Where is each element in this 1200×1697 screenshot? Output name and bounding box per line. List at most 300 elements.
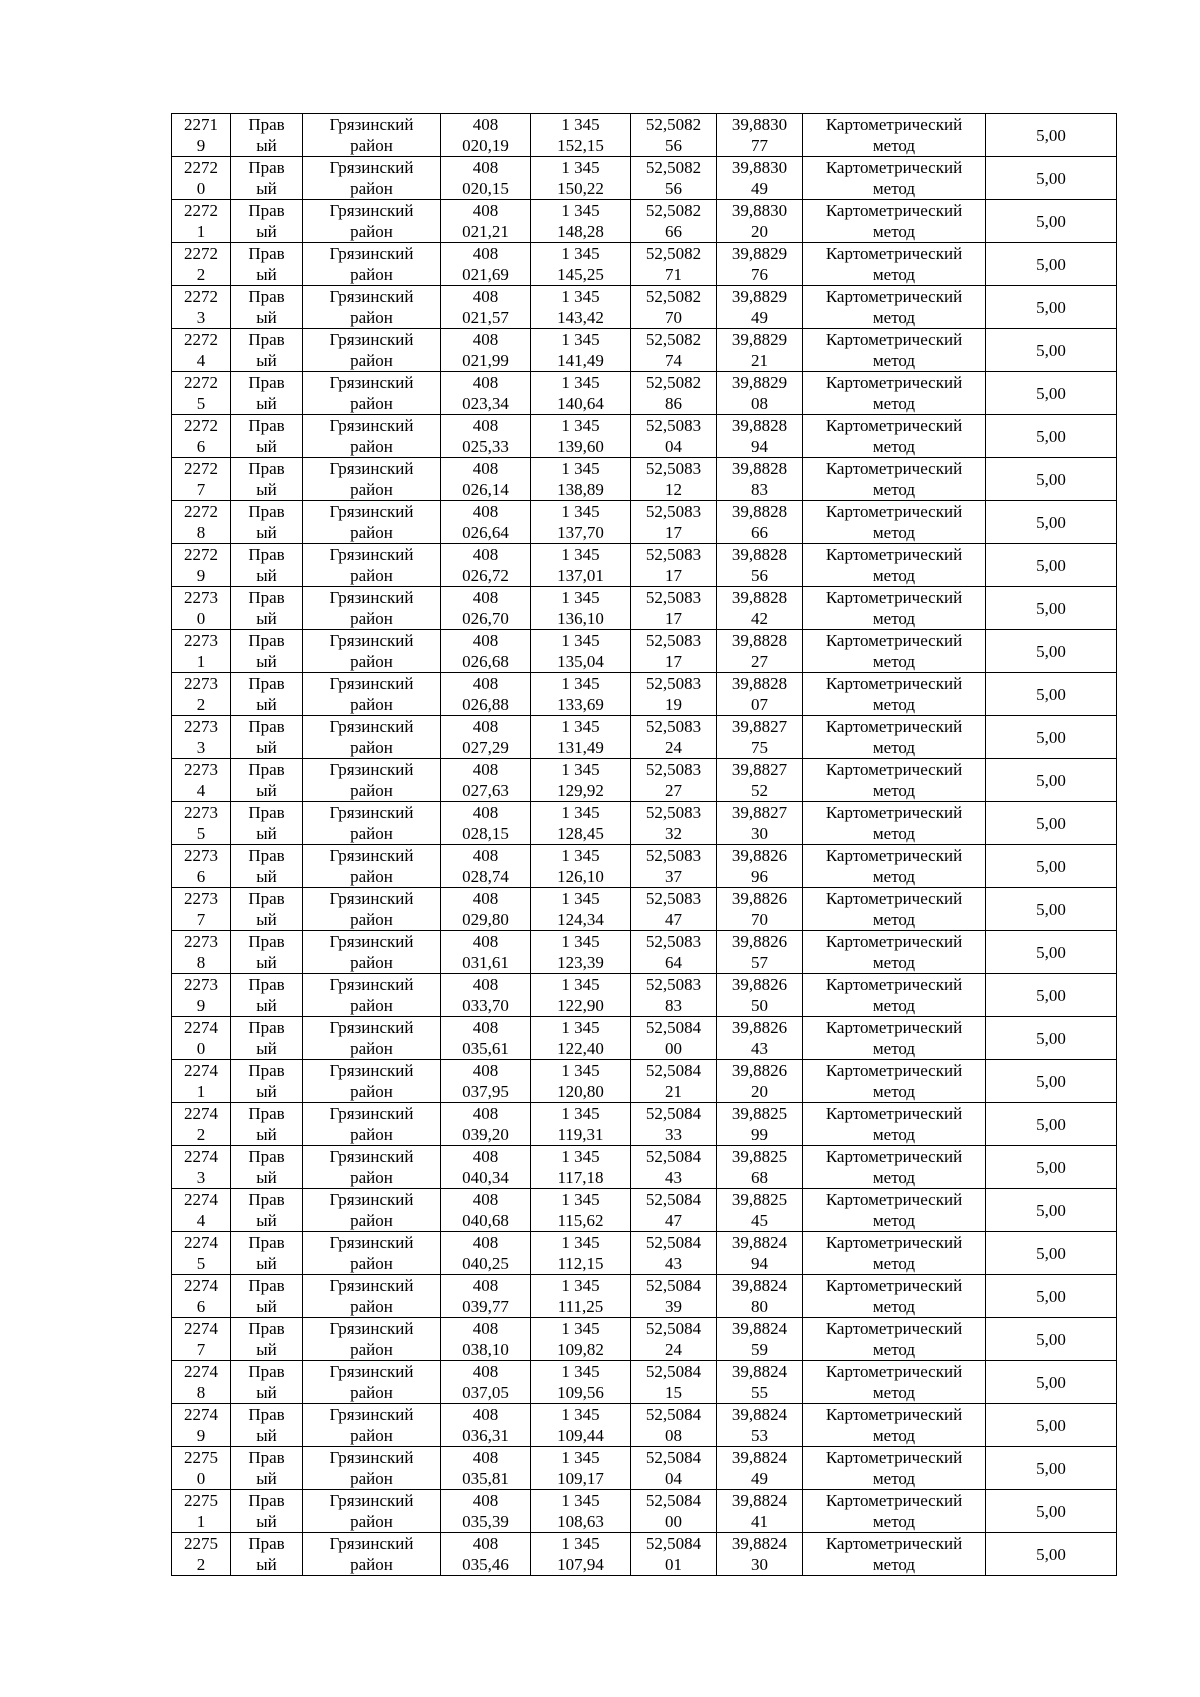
district-text: Грязинский <box>329 373 414 392</box>
latitude-text: 52,5082 <box>645 330 702 349</box>
point-number-cell <box>172 544 231 587</box>
point-number-text: 2273 <box>184 588 218 607</box>
accuracy-cell: 5,00 <box>986 1490 1117 1533</box>
coord-x-text: 408 <box>472 201 499 220</box>
accuracy-cell: 5,00 <box>986 1017 1117 1060</box>
method-text: метод <box>872 136 916 155</box>
point-number-text: 4 <box>196 781 206 800</box>
method-text: метод <box>872 1555 916 1574</box>
point-number-cell <box>172 974 231 1017</box>
point-number-text: 1 <box>196 1512 206 1531</box>
coord-y-cell <box>531 845 631 888</box>
point-number-text: 0 <box>196 179 206 198</box>
coord-x-text: 408 <box>472 889 499 908</box>
bank-side-text: Прав <box>248 330 285 349</box>
latitude-text: 52,5084 <box>645 1147 702 1166</box>
district-cell <box>303 1103 441 1146</box>
bank-side-cell <box>231 329 303 372</box>
district-text: район <box>350 1469 393 1488</box>
longitude-text: 39,8826 <box>731 1018 788 1037</box>
latitude-text: 52,5083 <box>645 889 702 908</box>
coord-x-text: 025,33 <box>462 437 509 456</box>
method-text: Картометрический <box>825 158 963 177</box>
coord-x-text: 029,80 <box>462 910 509 929</box>
point-number-text: 2274 <box>184 1190 218 1209</box>
bank-side-cell <box>231 587 303 630</box>
longitude-text: 39,8828 <box>731 674 788 693</box>
table-row <box>172 845 1117 888</box>
point-number-text: 9 <box>196 996 206 1015</box>
bank-side-text: ый <box>256 1340 277 1359</box>
point-number-cell <box>172 329 231 372</box>
accuracy-cell: 5,00 <box>986 114 1117 157</box>
bank-side-text: ый <box>256 824 277 843</box>
bank-side-cell <box>231 157 303 200</box>
table-row <box>172 1189 1117 1232</box>
bank-side-text: Прав <box>248 631 285 650</box>
longitude-text: 49 <box>751 1469 768 1488</box>
longitude-text: 39,8826 <box>731 975 788 994</box>
district-text: Грязинский <box>329 115 414 134</box>
latitude-cell <box>631 458 717 501</box>
table-row <box>172 1318 1117 1361</box>
bank-side-text: ый <box>256 1512 277 1531</box>
point-number-cell <box>172 1447 231 1490</box>
coord-x-cell <box>441 157 531 200</box>
point-number-cell <box>172 587 231 630</box>
coord-y-text: 1 345 <box>561 1061 600 1080</box>
method-text: Картометрический <box>825 459 963 478</box>
table-row <box>172 759 1117 802</box>
bank-side-text: Прав <box>248 674 285 693</box>
latitude-text: 32 <box>665 824 682 843</box>
table-row <box>172 372 1117 415</box>
point-number-text: 1 <box>196 222 206 241</box>
coord-x-text: 026,72 <box>462 566 509 585</box>
latitude-cell <box>631 845 717 888</box>
method-text: Картометрический <box>825 588 963 607</box>
coord-y-cell <box>531 759 631 802</box>
point-number-text: 8 <box>196 953 206 972</box>
longitude-cell <box>717 243 803 286</box>
coord-x-text: 037,95 <box>462 1082 509 1101</box>
point-number-text: 8 <box>196 523 206 542</box>
district-text: Грязинский <box>329 1018 414 1037</box>
district-text: район <box>350 1082 393 1101</box>
coord-y-text: 1 345 <box>561 588 600 607</box>
method-text: метод <box>872 1469 916 1488</box>
coord-y-text: 1 345 <box>561 932 600 951</box>
latitude-text: 52,5083 <box>645 631 702 650</box>
latitude-text: 52,5083 <box>645 588 702 607</box>
coord-y-text: 1 345 <box>561 846 600 865</box>
coord-x-text: 037,05 <box>462 1383 509 1402</box>
district-text: район <box>350 609 393 628</box>
method-text: Картометрический <box>825 1104 963 1123</box>
bank-side-cell <box>231 1103 303 1146</box>
method-text: Картометрический <box>825 631 963 650</box>
latitude-text: 52,5083 <box>645 975 702 994</box>
latitude-text: 52,5082 <box>645 373 702 392</box>
bank-side-text: ый <box>256 1082 277 1101</box>
method-cell <box>803 1533 986 1576</box>
coord-y-text: 1 345 <box>561 416 600 435</box>
point-number-text: 2272 <box>184 287 218 306</box>
district-cell <box>303 1189 441 1232</box>
coord-y-text: 1 345 <box>561 201 600 220</box>
coord-x-cell <box>441 673 531 716</box>
method-cell <box>803 372 986 415</box>
accuracy-cell: 5,00 <box>986 157 1117 200</box>
point-number-cell <box>172 1275 231 1318</box>
longitude-cell <box>717 458 803 501</box>
coord-y-cell <box>531 1146 631 1189</box>
point-number-cell <box>172 415 231 458</box>
point-number-text: 2275 <box>184 1448 218 1467</box>
district-text: Грязинский <box>329 1276 414 1295</box>
longitude-text: 39,8828 <box>731 502 788 521</box>
method-cell <box>803 1361 986 1404</box>
district-cell <box>303 114 441 157</box>
district-cell <box>303 286 441 329</box>
bank-side-text: Прав <box>248 373 285 392</box>
coord-x-text: 027,29 <box>462 738 509 757</box>
bank-side-text: Прав <box>248 1534 285 1553</box>
method-cell <box>803 544 986 587</box>
coord-x-cell <box>441 1017 531 1060</box>
bank-side-cell <box>231 1533 303 1576</box>
table-row <box>172 630 1117 673</box>
method-text: Картометрический <box>825 1534 963 1553</box>
longitude-cell <box>717 802 803 845</box>
coord-y-text: 139,60 <box>557 437 604 456</box>
point-number-text: 6 <box>196 437 206 456</box>
point-number-text: 2272 <box>184 459 218 478</box>
coord-x-text: 408 <box>472 631 499 650</box>
point-number-cell <box>172 931 231 974</box>
bank-side-text: ый <box>256 179 277 198</box>
district-text: Грязинский <box>329 717 414 736</box>
bank-side-text: ый <box>256 1469 277 1488</box>
method-text: Картометрический <box>825 717 963 736</box>
point-number-text: 5 <box>196 824 206 843</box>
method-text: метод <box>872 1254 916 1273</box>
coord-x-text: 408 <box>472 373 499 392</box>
latitude-cell <box>631 888 717 931</box>
coord-y-cell <box>531 802 631 845</box>
method-text: метод <box>872 1426 916 1445</box>
district-cell <box>303 458 441 501</box>
latitude-text: 43 <box>665 1168 682 1187</box>
coord-y-text: 112,15 <box>557 1254 604 1273</box>
coord-x-text: 408 <box>472 502 499 521</box>
latitude-text: 52,5083 <box>645 846 702 865</box>
table-row <box>172 974 1117 1017</box>
point-number-cell <box>172 1533 231 1576</box>
latitude-cell <box>631 1447 717 1490</box>
district-text: Грязинский <box>329 330 414 349</box>
district-text: район <box>350 781 393 800</box>
latitude-text: 24 <box>665 738 682 757</box>
coord-y-text: 1 345 <box>561 287 600 306</box>
latitude-text: 56 <box>665 179 682 198</box>
bank-side-text: Прав <box>248 115 285 134</box>
longitude-text: 39,8827 <box>731 760 788 779</box>
method-cell <box>803 200 986 243</box>
longitude-cell <box>717 544 803 587</box>
coord-x-text: 036,31 <box>462 1426 509 1445</box>
point-number-cell <box>172 200 231 243</box>
longitude-cell <box>717 1103 803 1146</box>
method-text: метод <box>872 437 916 456</box>
point-number-text: 2272 <box>184 158 218 177</box>
bank-side-cell <box>231 458 303 501</box>
district-text: Грязинский <box>329 1233 414 1252</box>
coord-x-text: 408 <box>472 1190 499 1209</box>
coord-x-text: 028,15 <box>462 824 509 843</box>
latitude-text: 52,5083 <box>645 932 702 951</box>
point-number-text: 8 <box>196 1383 206 1402</box>
bank-side-cell <box>231 114 303 157</box>
coord-x-cell <box>441 1146 531 1189</box>
latitude-text: 52,5084 <box>645 1491 702 1510</box>
coord-y-text: 109,82 <box>557 1340 604 1359</box>
coord-x-cell <box>441 501 531 544</box>
district-cell <box>303 200 441 243</box>
bank-side-text: Прав <box>248 717 285 736</box>
longitude-cell <box>717 286 803 329</box>
bank-side-cell <box>231 716 303 759</box>
district-text: район <box>350 953 393 972</box>
coord-y-text: 150,22 <box>557 179 604 198</box>
coord-x-text: 408 <box>472 932 499 951</box>
method-text: метод <box>872 652 916 671</box>
latitude-cell <box>631 1361 717 1404</box>
district-text: район <box>350 652 393 671</box>
district-text: район <box>350 480 393 499</box>
point-number-text: 2273 <box>184 717 218 736</box>
accuracy-cell: 5,00 <box>986 1189 1117 1232</box>
point-number-cell <box>172 1017 231 1060</box>
bank-side-cell <box>231 759 303 802</box>
longitude-cell <box>717 1533 803 1576</box>
table-row <box>172 888 1117 931</box>
bank-side-text: Прав <box>248 1319 285 1338</box>
latitude-text: 71 <box>665 265 682 284</box>
district-text: район <box>350 179 393 198</box>
coord-y-cell <box>531 1017 631 1060</box>
method-cell <box>803 286 986 329</box>
longitude-text: 59 <box>751 1340 768 1359</box>
latitude-text: 52,5083 <box>645 459 702 478</box>
method-text: метод <box>872 910 916 929</box>
coord-y-cell <box>531 1361 631 1404</box>
longitude-cell <box>717 1017 803 1060</box>
accuracy-cell: 5,00 <box>986 243 1117 286</box>
accuracy-cell: 5,00 <box>986 372 1117 415</box>
latitude-cell <box>631 1103 717 1146</box>
longitude-text: 30 <box>751 1555 768 1574</box>
longitude-text: 39,8825 <box>731 1190 788 1209</box>
method-cell <box>803 243 986 286</box>
coord-y-text: 1 345 <box>561 1448 600 1467</box>
latitude-cell <box>631 931 717 974</box>
coord-x-cell <box>441 802 531 845</box>
longitude-text: 43 <box>751 1039 768 1058</box>
accuracy-cell: 5,00 <box>986 1318 1117 1361</box>
bank-side-text: ый <box>256 738 277 757</box>
point-number-text: 2 <box>196 1125 206 1144</box>
bank-side-cell <box>231 1146 303 1189</box>
latitude-text: 52,5082 <box>645 287 702 306</box>
longitude-text: 77 <box>751 136 768 155</box>
coord-x-cell <box>441 1490 531 1533</box>
coord-x-text: 040,25 <box>462 1254 509 1273</box>
longitude-text: 99 <box>751 1125 768 1144</box>
point-number-text: 2271 <box>184 115 218 134</box>
coord-x-text: 031,61 <box>462 953 509 972</box>
latitude-text: 52,5083 <box>645 803 702 822</box>
accuracy-cell: 5,00 <box>986 630 1117 673</box>
point-number-cell <box>172 1189 231 1232</box>
coord-y-cell <box>531 1275 631 1318</box>
method-text: метод <box>872 1383 916 1402</box>
method-cell <box>803 458 986 501</box>
latitude-text: 24 <box>665 1340 682 1359</box>
bank-side-text: ый <box>256 1383 277 1402</box>
bank-side-cell <box>231 1060 303 1103</box>
latitude-text: 17 <box>665 523 682 542</box>
district-text: Грязинский <box>329 803 414 822</box>
district-cell <box>303 716 441 759</box>
longitude-text: 39,8825 <box>731 1104 788 1123</box>
district-text: район <box>350 1211 393 1230</box>
point-number-text: 7 <box>196 1340 206 1359</box>
bank-side-text: Прав <box>248 1061 285 1080</box>
coord-y-text: 136,10 <box>557 609 604 628</box>
table-row <box>172 1146 1117 1189</box>
point-number-text: 2273 <box>184 932 218 951</box>
coord-x-text: 028,74 <box>462 867 509 886</box>
coord-y-text: 128,45 <box>557 824 604 843</box>
coord-x-text: 408 <box>472 846 499 865</box>
longitude-cell <box>717 931 803 974</box>
coord-x-text: 408 <box>472 975 499 994</box>
accuracy-cell: 5,00 <box>986 200 1117 243</box>
method-text: Картометрический <box>825 1018 963 1037</box>
coord-y-text: 1 345 <box>561 1534 600 1553</box>
coord-y-text: 148,28 <box>557 222 604 241</box>
coord-x-cell <box>441 1103 531 1146</box>
coord-x-cell <box>441 329 531 372</box>
longitude-cell <box>717 1189 803 1232</box>
method-cell <box>803 888 986 931</box>
point-number-cell <box>172 1060 231 1103</box>
coord-x-text: 408 <box>472 1448 499 1467</box>
coord-x-cell <box>441 931 531 974</box>
method-text: Картометрический <box>825 502 963 521</box>
point-number-text: 2274 <box>184 1319 218 1338</box>
district-text: Грязинский <box>329 545 414 564</box>
method-text: Картометрический <box>825 416 963 435</box>
coord-y-cell <box>531 1189 631 1232</box>
coord-y-cell <box>531 243 631 286</box>
bank-side-text: ый <box>256 437 277 456</box>
latitude-cell <box>631 200 717 243</box>
coord-y-text: 1 345 <box>561 717 600 736</box>
bank-side-text: ый <box>256 480 277 499</box>
bank-side-text: Прав <box>248 760 285 779</box>
method-text: метод <box>872 953 916 972</box>
point-number-text: 2 <box>196 265 206 284</box>
latitude-cell <box>631 587 717 630</box>
accuracy-cell: 5,00 <box>986 1103 1117 1146</box>
point-number-text: 2274 <box>184 1061 218 1080</box>
bank-side-text: ый <box>256 394 277 413</box>
accuracy-cell: 5,00 <box>986 1232 1117 1275</box>
coord-y-cell <box>531 329 631 372</box>
coord-x-cell <box>441 888 531 931</box>
method-text: Картометрический <box>825 1319 963 1338</box>
coord-y-text: 152,15 <box>557 136 604 155</box>
district-text: район <box>350 695 393 714</box>
coord-y-text: 133,69 <box>557 695 604 714</box>
table-row <box>172 200 1117 243</box>
method-cell <box>803 501 986 544</box>
bank-side-text: ый <box>256 265 277 284</box>
bank-side-text: Прав <box>248 1147 285 1166</box>
latitude-cell <box>631 1060 717 1103</box>
latitude-text: 52,5084 <box>645 1319 702 1338</box>
bank-side-text: Прав <box>248 1362 285 1381</box>
point-number-cell <box>172 1490 231 1533</box>
district-text: район <box>350 910 393 929</box>
district-cell <box>303 802 441 845</box>
method-cell <box>803 673 986 716</box>
table-row <box>172 1404 1117 1447</box>
method-text: Картометрический <box>825 1147 963 1166</box>
coord-x-text: 408 <box>472 244 499 263</box>
latitude-text: 83 <box>665 996 682 1015</box>
method-text: Картометрический <box>825 1233 963 1252</box>
district-cell <box>303 1232 441 1275</box>
method-text: Картометрический <box>825 975 963 994</box>
latitude-text: 52,5083 <box>645 502 702 521</box>
point-number-text: 2273 <box>184 889 218 908</box>
point-number-text: 2272 <box>184 201 218 220</box>
coord-y-text: 1 345 <box>561 1276 600 1295</box>
accuracy-cell: 5,00 <box>986 1404 1117 1447</box>
latitude-cell <box>631 243 717 286</box>
coord-x-cell <box>441 415 531 458</box>
bank-side-cell <box>231 1447 303 1490</box>
method-text: метод <box>872 265 916 284</box>
bank-side-cell <box>231 1318 303 1361</box>
point-number-cell <box>172 501 231 544</box>
bank-side-cell <box>231 845 303 888</box>
longitude-text: 49 <box>751 179 768 198</box>
longitude-cell <box>717 1232 803 1275</box>
bank-side-text: Прав <box>248 1233 285 1252</box>
bank-side-text: ый <box>256 1039 277 1058</box>
coord-x-cell <box>441 544 531 587</box>
latitude-text: 52,5084 <box>645 1276 702 1295</box>
latitude-text: 56 <box>665 136 682 155</box>
longitude-text: 39,8827 <box>731 803 788 822</box>
point-number-text: 3 <box>196 308 206 327</box>
bank-side-text: Прав <box>248 158 285 177</box>
point-number-text: 2274 <box>184 1233 218 1252</box>
